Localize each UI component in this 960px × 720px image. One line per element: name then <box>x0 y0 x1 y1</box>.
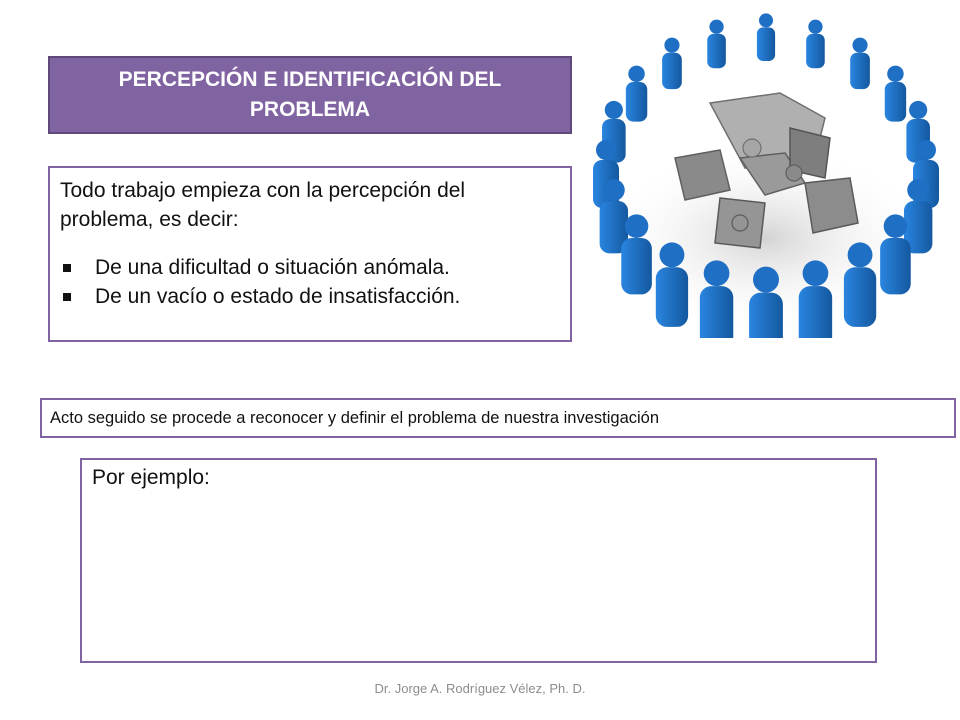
square-bullet-icon <box>63 264 71 272</box>
bullet-item <box>60 253 560 282</box>
bullet-item-text: De una dificultad o situación anómala. <box>95 256 450 279</box>
person-figure-icon <box>749 267 783 338</box>
person-figure-icon <box>700 260 733 338</box>
intro-bullet-list <box>60 253 560 311</box>
person-figure-icon <box>707 20 726 69</box>
person-figure-icon <box>621 214 652 294</box>
person-figure-icon <box>626 66 647 122</box>
bullet-item <box>60 282 560 311</box>
person-figure-icon <box>885 66 906 122</box>
example-label: Por ejemplo: <box>92 466 210 489</box>
next-step-text: Acto seguido se procede a reconocer y definir el problema de nuestra investigación <box>50 408 660 427</box>
next-step-box <box>40 398 956 438</box>
person-figure-icon <box>757 13 775 61</box>
footer-credit: Dr. Jorge A. Rodríguez Vélez, Ph. D. <box>374 681 586 696</box>
square-bullet-icon <box>63 293 71 301</box>
intro-text-box <box>48 166 572 342</box>
person-figure-icon <box>850 38 870 89</box>
person-figure-icon <box>799 260 832 338</box>
person-figure-icon <box>662 38 682 89</box>
person-figure-icon <box>880 214 911 294</box>
example-box <box>80 458 877 663</box>
person-figure-icon <box>806 20 825 69</box>
person-figure-icon <box>656 242 688 327</box>
person-figure-icon <box>844 242 876 327</box>
slide-title-text: PERCEPCIÓN E IDENTIFICACIÓN DEL PROBLEMA <box>118 68 502 121</box>
bullet-item-text: De un vacío o estado de insatisfacción. <box>95 285 461 308</box>
slide-title <box>48 56 572 134</box>
people-circle-puzzle-icon <box>580 8 952 338</box>
intro-paragraph: Todo trabajo empieza con la percepción del problema, es decir: <box>60 179 466 231</box>
